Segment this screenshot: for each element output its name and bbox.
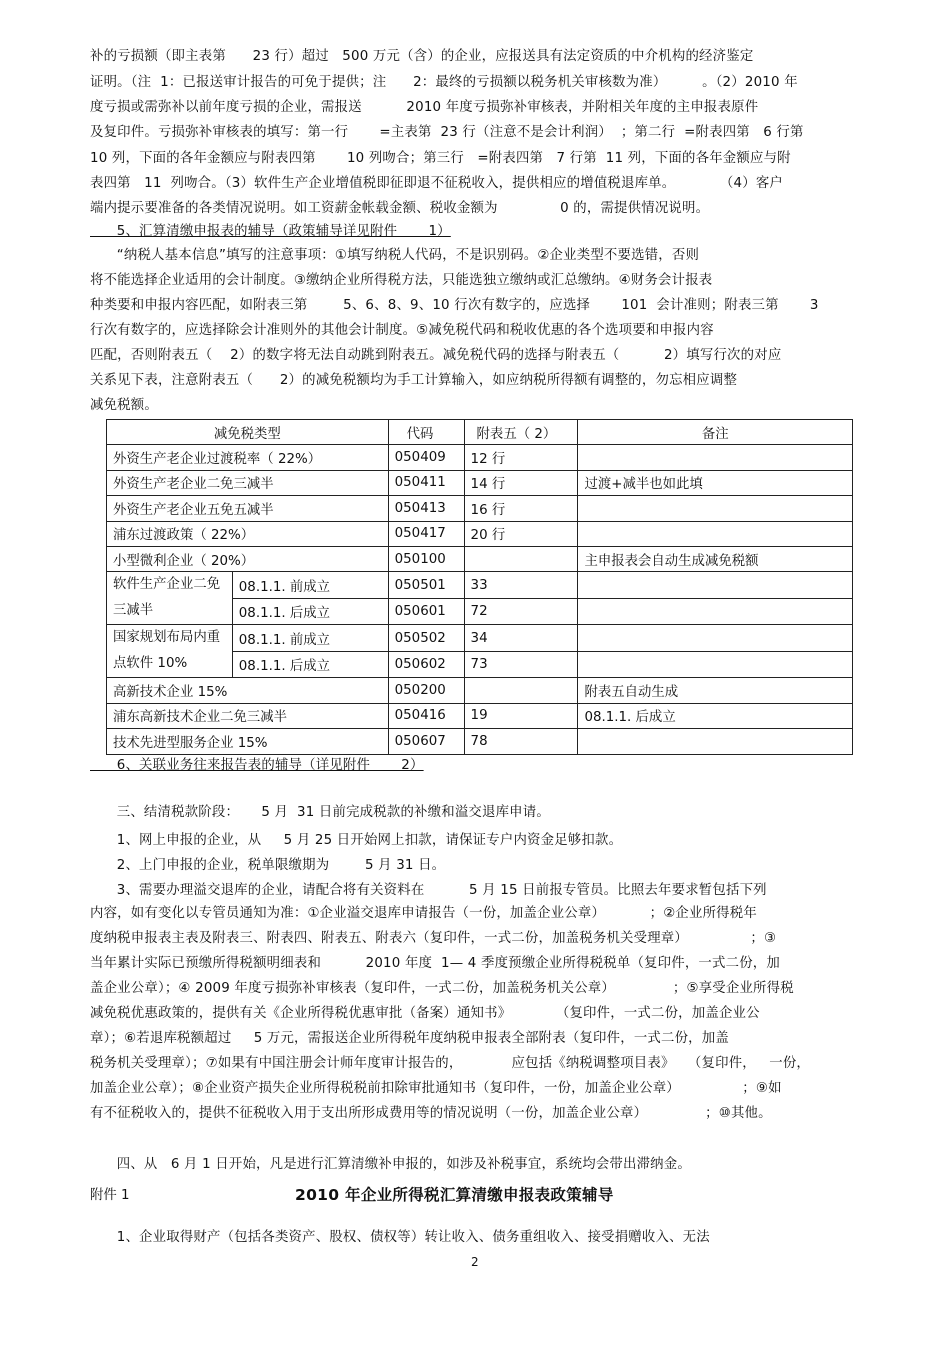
table-row: [107, 572, 853, 599]
section-6-heading: 6、关联业务往来报告表的辅导（详见附件 2）: [90, 758, 424, 773]
text-line: 匹配，否则附表五（ 2）的数字将无法自动跳到附表五。减免税代码的选择与附表五（ 2）填写行次的对应: [90, 348, 782, 363]
table-row: [107, 470, 853, 495]
cell-note: [578, 651, 853, 678]
cell-date: 08.1.1. 后成立: [232, 651, 388, 678]
cell-note: 08.1.1. 后成立: [578, 703, 853, 728]
text-line: 关系见下表，注意附表五（ 2）的减免税额均为手工计算输入，如应纳税所得额有调整的，勿忘相应调整: [90, 373, 738, 388]
attachment-label: 附件 1: [90, 1188, 130, 1203]
table-header: 附表五（ 2）: [464, 420, 578, 445]
cell-row: [464, 678, 578, 703]
cell-date: 08.1.1. 后成立: [232, 598, 388, 625]
cell-row: 73: [464, 651, 578, 678]
cell-code: 050502: [388, 625, 464, 652]
cell-type: 技术先进型服务企业 15%: [107, 729, 389, 754]
cell-date: 08.1.1. 前成立: [232, 572, 388, 599]
text-line: 四、从 6 月 1 日开始，凡是进行汇算清缴补申报的，如涉及补税事宜，系统均会带出滞纳金。: [90, 1157, 691, 1172]
text-line: 3、需要办理溢交退库的企业，请配合将有关资料在 5 月 15 日前报专管员。比照去年要求暂包括下列: [90, 883, 767, 898]
attachment-title: 2010 年企业所得税汇算清缴申报表政策辅导: [295, 1186, 614, 1204]
cell-group-type: 国家规划布局内重点软件 10%: [107, 625, 233, 678]
table-row: [107, 729, 853, 754]
cell-note: [578, 496, 853, 521]
text-line: 三、结清税款阶段： 5 月 31 日前完成税款的补缴和溢交退库申请。: [90, 805, 550, 820]
cell-type: 浦东过渡政策（ 22%）: [107, 521, 389, 546]
cell-type: 浦东高新技术企业二免三减半: [107, 703, 389, 728]
cell-code: 050411: [388, 470, 464, 495]
text-line: “纳税人基本信息”填写的注意事项：①填写纳税人代码，不是识别码。②企业类型不要选错，否则: [90, 248, 700, 263]
cell-row: 33: [464, 572, 578, 599]
table-row: [107, 546, 853, 571]
cell-code: 050413: [388, 496, 464, 521]
cell-code: 050602: [388, 651, 464, 678]
text-line: 表四第 11 列吻合。（3）软件生产企业增值税即征即退不征税收入，提供相应的增值税退库单。 （4）客户: [90, 176, 784, 191]
cell-code: 050416: [388, 703, 464, 728]
cell-note: [578, 445, 853, 470]
page-number: 2: [471, 1255, 479, 1269]
cell-row: 20 行: [464, 521, 578, 546]
text-line: 税务机关受理章）；⑦如果有中国注册会计师年度审计报告的， 应包括《纳税调整项目表》 （复印件， 一份，: [90, 1056, 811, 1071]
text-line: 盖企业公章）；④ 2009 年度亏损弥补审核表（复印件，一式二份，加盖税务机关公章） ；⑤享受企业所得税: [90, 981, 794, 996]
cell-code: 050200: [388, 678, 464, 703]
table-row: [107, 678, 853, 703]
cell-code: 050607: [388, 729, 464, 754]
cell-group-type: 软件生产企业二免三减半: [107, 572, 233, 625]
cell-note: [578, 625, 853, 652]
text-line: 2、上门申报的企业，税单限缴期为 5 月 31 日。: [90, 858, 446, 873]
cell-type: 外资生产老企业二免三减半: [107, 470, 389, 495]
text-line: 减免税额。: [90, 398, 158, 413]
cell-code: 050501: [388, 572, 464, 599]
cell-date: 08.1.1. 前成立: [232, 625, 388, 652]
cell-note: 主申报表会自动生成减免税额: [578, 546, 853, 571]
cell-code: 050100: [388, 546, 464, 571]
table-header: 代码: [388, 420, 464, 445]
cell-note: [578, 521, 853, 546]
cell-type: 小型微利企业（ 20%）: [107, 546, 389, 571]
table-header: 备注: [578, 420, 853, 445]
cell-code: 050409: [388, 445, 464, 470]
text-line: 1、企业取得财产（包括各类资产、股权、债权等）转让收入、债务重组收入、接受捐赠收入、无法: [90, 1230, 710, 1245]
table-row: [107, 445, 853, 470]
cell-type: 外资生产老企业五免五减半: [107, 496, 389, 521]
cell-row: 14 行: [464, 470, 578, 495]
text-line: 当年累计实际已预缴所得税额明细表和 2010 年度 1— 4 季度预缴企业所得税税单（复印件，一式二份，加: [90, 956, 780, 971]
text-line: 端内提示要准备的各类情况说明。如工资薪金帐载金额、税收金额为 0 的，需提供情况说明。: [90, 201, 710, 216]
text-line: 有不征税收入的，提供不征税收入用于支出所形成费用等的情况说明（一份，加盖企业公章） ；⑩其他。: [90, 1106, 772, 1121]
text-line: 行次有数字的，应选择除会计准则外的其他会计制度。⑤减免税代码和税收优惠的各个选项要和申报内容: [90, 323, 714, 338]
cell-row: 16 行: [464, 496, 578, 521]
cell-note: 过渡+减半也如此填: [578, 470, 853, 495]
cell-row: 12 行: [464, 445, 578, 470]
text-line: 加盖企业公章）；⑧企业资产损失企业所得税税前扣除审批通知书（复印件，一份，加盖企业公章） ；⑨如: [90, 1081, 782, 1096]
text-line: 度亏损或需弥补以前年度亏损的企业，需报送 2010 年度亏损弥补审核表，并附相关年度的主申报表原件: [90, 100, 759, 115]
text-line: 证明。（注 1：已报送审计报告的可免于提供；注 2：最终的亏损额以税务机关审核数为准） 。（2）2010 年: [90, 75, 798, 90]
cell-note: 附表五自动生成: [578, 678, 853, 703]
cell-code: 050417: [388, 521, 464, 546]
table-header-row: [107, 420, 853, 445]
table-row: [107, 496, 853, 521]
text-line: 章）；⑥若退库税额超过 5 万元，需报送企业所得税年度纳税申报表全部附表（复印件，一式二份，加盖: [90, 1031, 729, 1046]
text-line: 种类要和申报内容匹配，如附表三第 5、6、8、9、10 行次有数字的，应选择 101 会计准则；附表三第 3: [90, 298, 819, 313]
cell-row: 72: [464, 598, 578, 625]
cell-type: 高新技术企业 15%: [107, 678, 389, 703]
text-line: 将不能选择企业适用的会计制度。③缴纳企业所得税方法，只能选独立缴纳或汇总缴纳。④财务会计报表: [90, 273, 713, 288]
text-line: 及复印件。亏损弥补审核表的填写：第一行 =主表第 23 行（注意不是会计利润） ；第二行 =附表四第 6 行第: [90, 125, 804, 140]
table-header: 减免税类型: [107, 420, 389, 445]
tax-relief-table: [106, 419, 853, 755]
cell-note: [578, 729, 853, 754]
table-row: [107, 521, 853, 546]
cell-row: 19: [464, 703, 578, 728]
text-line: 减免税优惠政策的，提供有关《企业所得税优惠审批（备案）通知书》 （复印件，一式二份，加盖企业公: [90, 1006, 760, 1021]
cell-code: 050601: [388, 598, 464, 625]
cell-note: [578, 572, 853, 599]
cell-row: 78: [464, 729, 578, 754]
text-line: 补的亏损额（即主表第 23 行）超过 500 万元（含）的企业，应报送具有法定资质的中介机构的经济鉴定: [90, 49, 754, 64]
text-line: 10 列，下面的各年金额应与附表四第 10 列吻合；第三行 =附表四第 7 行第 11 列，下面的各年金额应与附: [90, 151, 791, 166]
table-row: [107, 703, 853, 728]
cell-row: [464, 546, 578, 571]
table-row: [107, 625, 853, 652]
cell-row: 34: [464, 625, 578, 652]
cell-note: [578, 598, 853, 625]
text-line: 1、网上申报的企业，从 5 月 25 日开始网上扣款，请保证专户内资金足够扣款。: [90, 833, 623, 848]
text-line: 内容，如有变化以专管员通知为准：①企业溢交退库申请报告（一份，加盖企业公章） ；②企业所得税年: [90, 906, 757, 921]
cell-type: 外资生产老企业过渡税率（ 22%）: [107, 445, 389, 470]
text-line: 度纳税申报表主表及附表三、附表四、附表五、附表六（复印件，一式二份，加盖税务机关受理章） ；③: [90, 931, 777, 946]
section-5-heading: 5、汇算清缴申报表的辅导（政策辅导详见附件 1）: [90, 224, 451, 239]
